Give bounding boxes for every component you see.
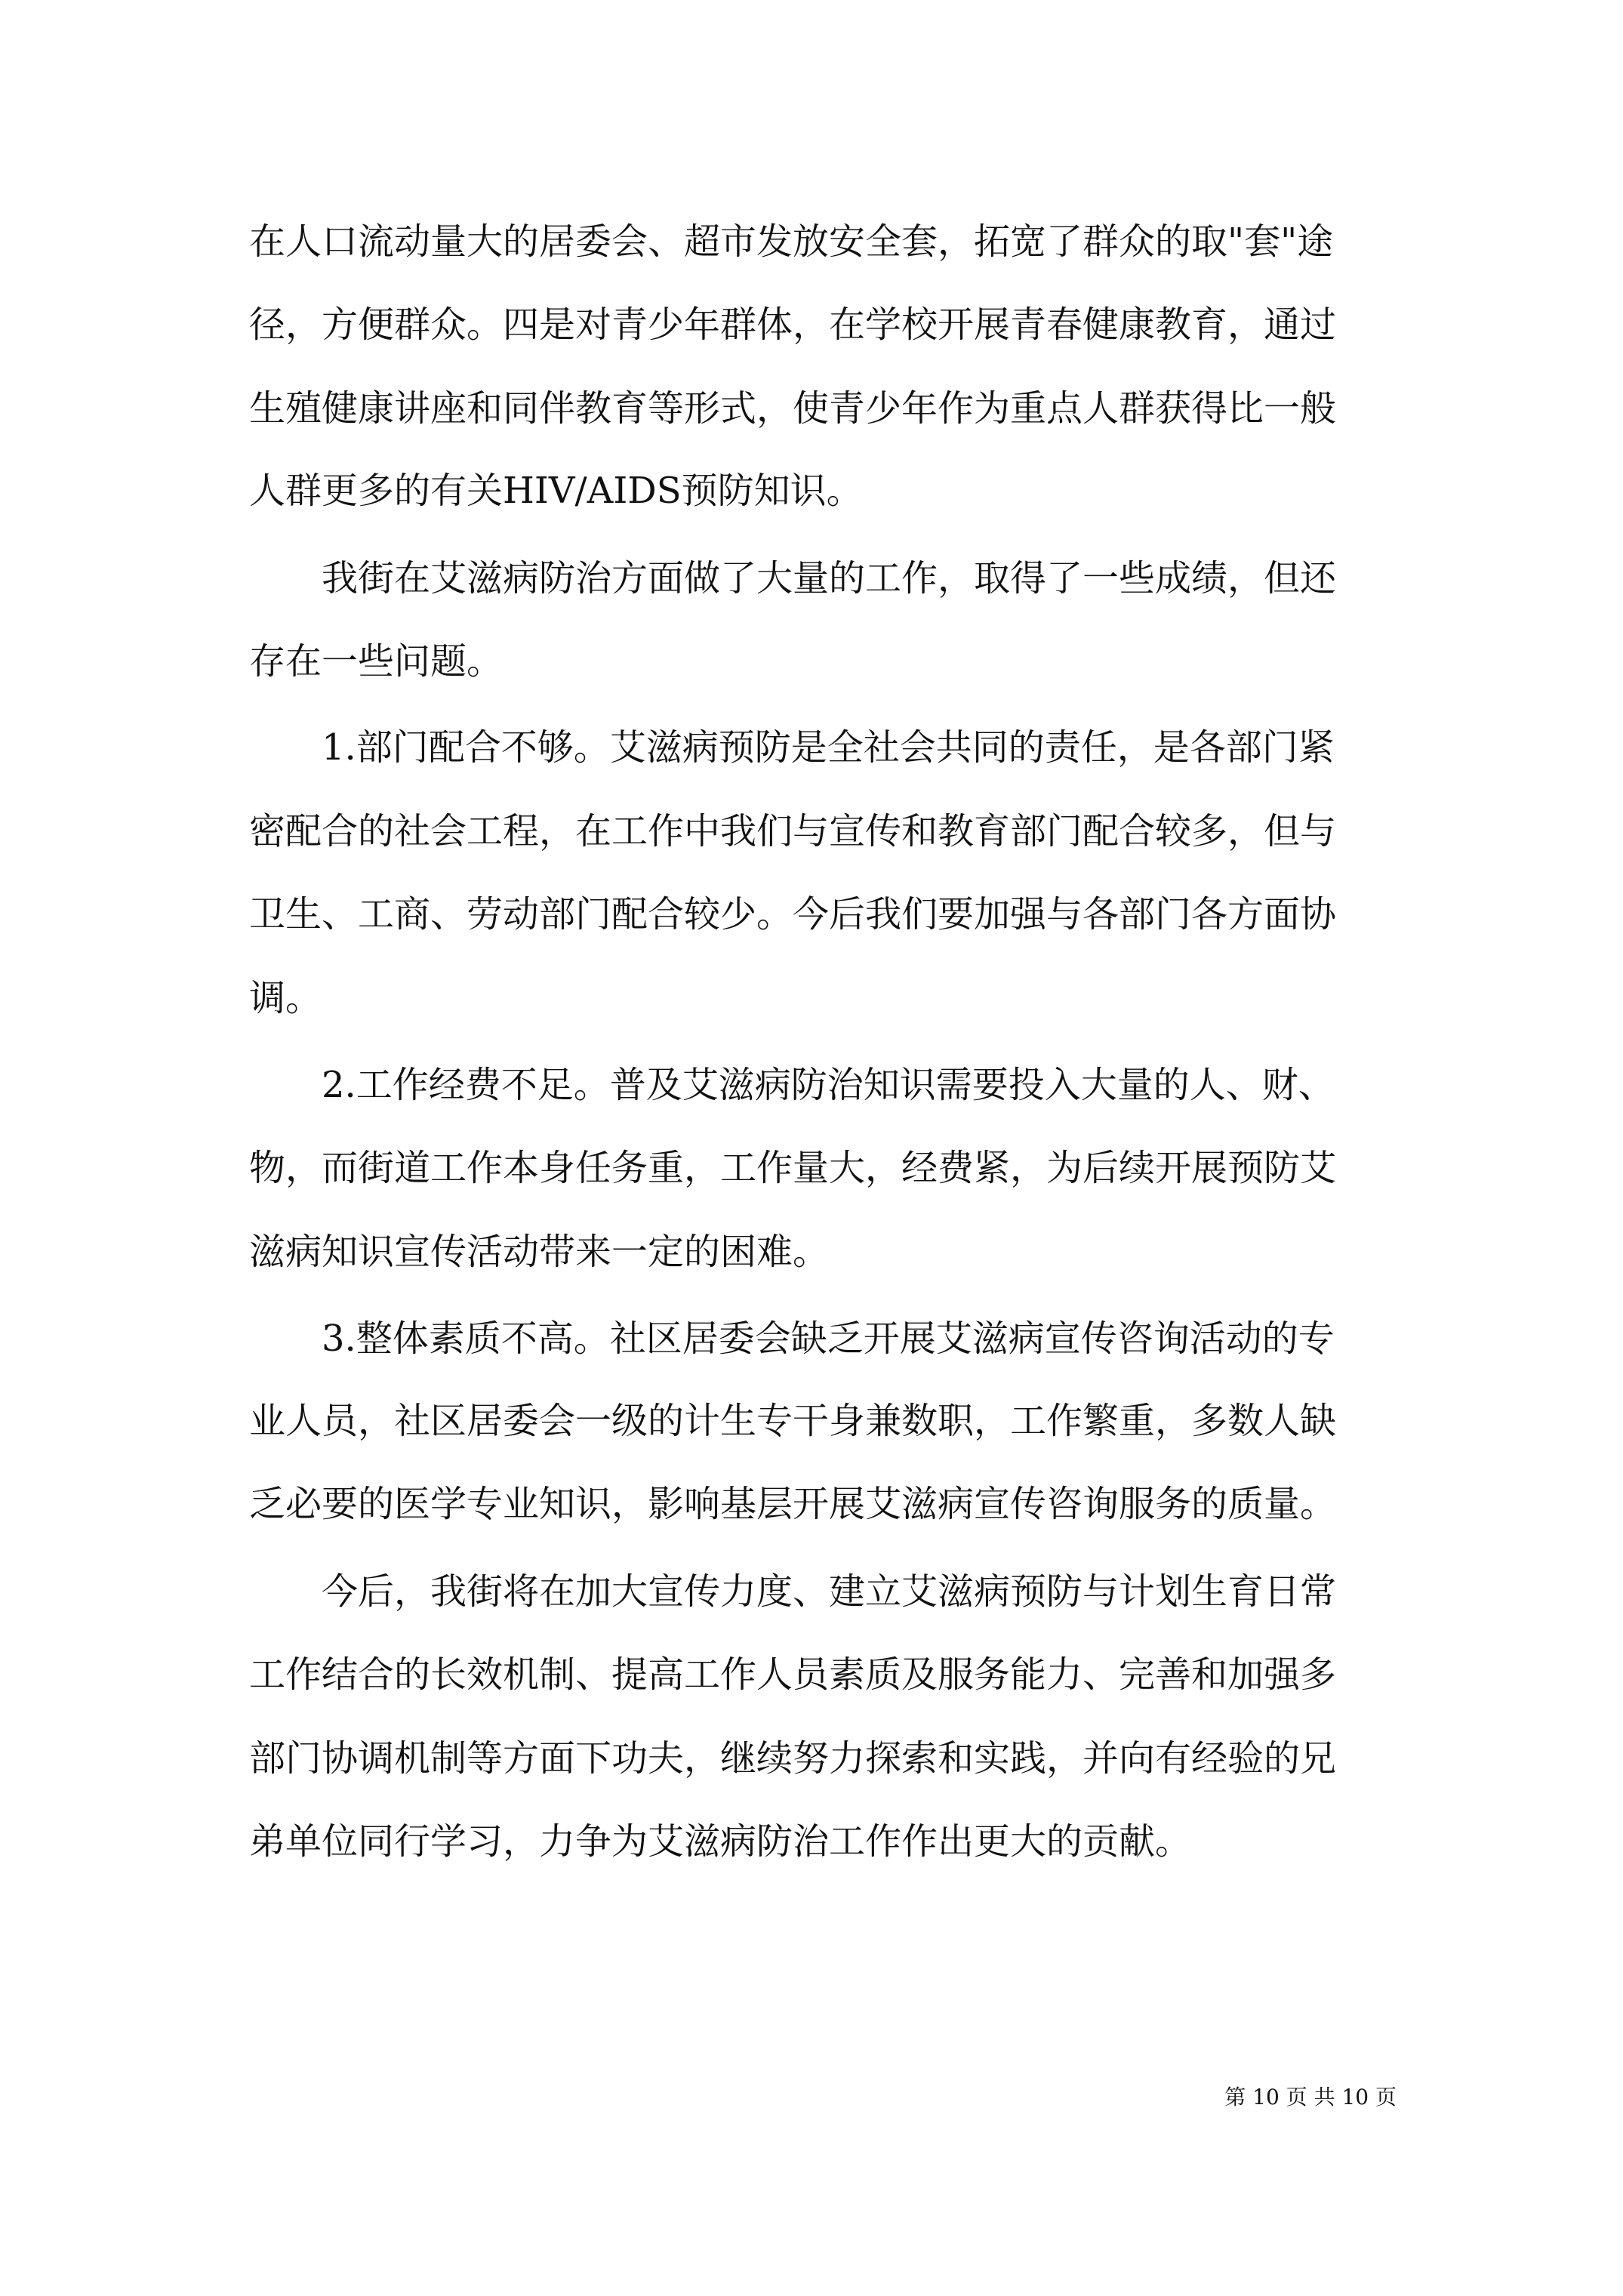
text-line-6: 存在一些问题。 xyxy=(249,640,504,683)
text-line-19: 部门协调机制等方面下功夫，继续努力探索和实践，并向有经验的兄 xyxy=(249,1737,1337,1780)
text-line-2: 径，方便群众。四是对青少年群体，在学校开展青春健康教育，通过 xyxy=(249,304,1337,346)
text-line-3: 生殖健康讲座和同伴教育等形式，使青少年作为重点人群获得比一般 xyxy=(249,387,1337,430)
text-line-20: 弟单位同行学习，力争为艾滋病防治工作作出更大的贡献。 xyxy=(249,1820,1192,1863)
text-line-1: 在人口流动量大的居委会、超市发放安全套，拓宽了群众的取"套"途 xyxy=(249,220,1334,263)
text-line-13: 滋病知识宣传活动带来一定的困难。 xyxy=(249,1231,830,1273)
text-line-5: 我街在艾滋病防治方面做了大量的工作，取得了一些成绩，但还 xyxy=(322,557,1337,599)
page-number-footer: 第 10 页 共 10 页 xyxy=(1224,2085,1397,2110)
text-line-16: 乏必要的医学专业知识，影响基层开展艾滋病宣传咨询服务的质量。 xyxy=(249,1483,1337,1525)
text-line-17: 今后，我街将在加大宣传力度、建立艾滋病预防与计划生育日常 xyxy=(322,1570,1337,1613)
text-line-11: 2.工作经费不足。普及艾滋病防治知识需要投入大量的人、财、 xyxy=(322,1064,1335,1106)
text-line-12: 物，而街道工作本身任务重，工作量大，经费紧，为后续开展预防艾 xyxy=(249,1147,1337,1189)
text-line-7: 1.部门配合不够。艾滋病预防是全社会共同的责任，是各部门紧 xyxy=(322,726,1335,769)
text-line-15: 业人员，社区居委会一级的计生专干身兼数职，工作繁重，多数人缺 xyxy=(249,1400,1337,1442)
text-line-8: 密配合的社会工程，在工作中我们与宣传和教育部门配合较多，但与 xyxy=(249,810,1337,852)
text-line-4: 人群更多的有关HIV/AIDS预防知识。 xyxy=(249,470,863,512)
text-line-9: 卫生、工商、劳动部门配合较少。今后我们要加强与各部门各方面协 xyxy=(249,893,1337,935)
text-line-18: 工作结合的长效机制、提高工作人员素质及服务能力、完善和加强多 xyxy=(249,1653,1337,1696)
text-line-14: 3.整体素质不高。社区居委会缺乏开展艾滋病宣传咨询活动的专 xyxy=(322,1318,1335,1360)
text-line-10: 调。 xyxy=(249,977,322,1019)
